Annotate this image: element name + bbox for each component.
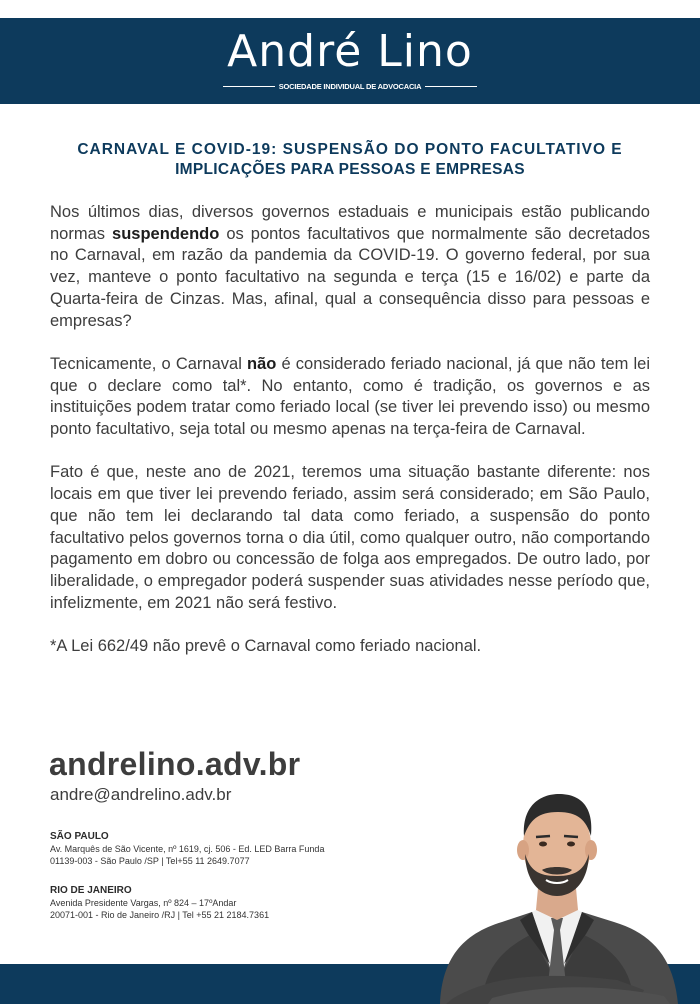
office-sao-paulo (50, 831, 390, 867)
paragraph-3: Fato é que, neste ano de 2021, teremos uma situação bastante diferente: nos locais em que tiver lei prevendo feriado, assim será considerado; em São Paulo, que não tem lei declarando tal data como feriado, a suspensão do ponto facultativo pelos governos torna o dia útil, como qualquer outro, não comportando pagamento em dobro ou concessão de folga aos empregados. De outro lado, por liberalidade, o empregador poderá suspender suas atividades nesse período que, infelizmente, em 2021 não será festivo. (50, 463, 650, 612)
brand-tagline-row (223, 80, 477, 92)
office-phone: 01139-003 - São Paulo /SP | Tel+55 11 2649.7077 (50, 856, 250, 866)
footnote: *A Lei 662/49 não prevê o Carnaval como feriado nacional. (50, 637, 482, 656)
paragraph-1-text-a: Nos últimos dias, diversos governos estaduais e municipais estão publicando normas (50, 203, 650, 243)
paragraph-1-bold: suspendendo (112, 224, 220, 243)
paragraph-2-text-b: é considerado feriado nacional, já que não tem lei que o declare como tal*. No entanto, como é tradição, os governos e as instituições podem tratar como feriado local (se tiver lei prevendo isso) ou mesmo ponto facultativo, seja total ou mesmo apenas na terça-feira de Carnaval. (50, 354, 650, 439)
brand-logo-name: André Lino (227, 26, 473, 77)
lawyer-portrait (432, 784, 682, 1004)
article-title (40, 140, 660, 180)
top-margin (0, 0, 700, 18)
paragraph-2-bold: não (247, 354, 277, 373)
paragraph-1 (50, 202, 650, 332)
office-city: SÃO PAULO (50, 831, 109, 842)
office-phone: 20071-001 - Rio de Janeiro /RJ | Tel +55 21 2184.7361 (50, 910, 270, 920)
header-banner (0, 18, 700, 104)
paragraph-2-text-a: Tecnicamente, o Carnaval (50, 354, 247, 373)
article-title-line-2: IMPLICAÇÕES PARA PESSOAS E EMPRESAS (175, 161, 525, 178)
article-title-line-1: CARNAVAL E COVID-19: SUSPENSÃO DO PONTO FACULTATIVO E (77, 141, 623, 158)
office-address: Avenida Presidente Vargas, nº 824 – 17ºAndar (50, 898, 237, 908)
website-link[interactable]: andrelino.adv.br (49, 746, 301, 782)
email-link[interactable]: andre@andrelino.adv.br (50, 785, 232, 804)
office-city: RIO DE JANEIRO (50, 885, 132, 896)
tagline-rule-left (223, 86, 275, 87)
brand-tagline: SOCIEDADE INDIVIDUAL DE ADVOCACIA (278, 81, 422, 91)
paragraph-1-text-b: os pontos facultativos que normalmente são decretados no Carnaval, em razão da pandemia da COVID-19. O governo federal, por sua vez, manteve o ponto facultativo na segunda e terça (15 e 16/02) e parte da Quarta-feira de Cinzas. Mas, afinal, qual a consequência disso para pessoas e empresas? (50, 224, 650, 330)
office-rio-de-janeiro (50, 885, 390, 921)
office-address: Av. Marquês de São Vicente, nº 1619, cj. 506 - Ed. LED Barra Funda (50, 844, 325, 854)
paragraph-2 (50, 354, 650, 441)
article-body (50, 202, 650, 679)
tagline-rule-right (425, 86, 477, 87)
